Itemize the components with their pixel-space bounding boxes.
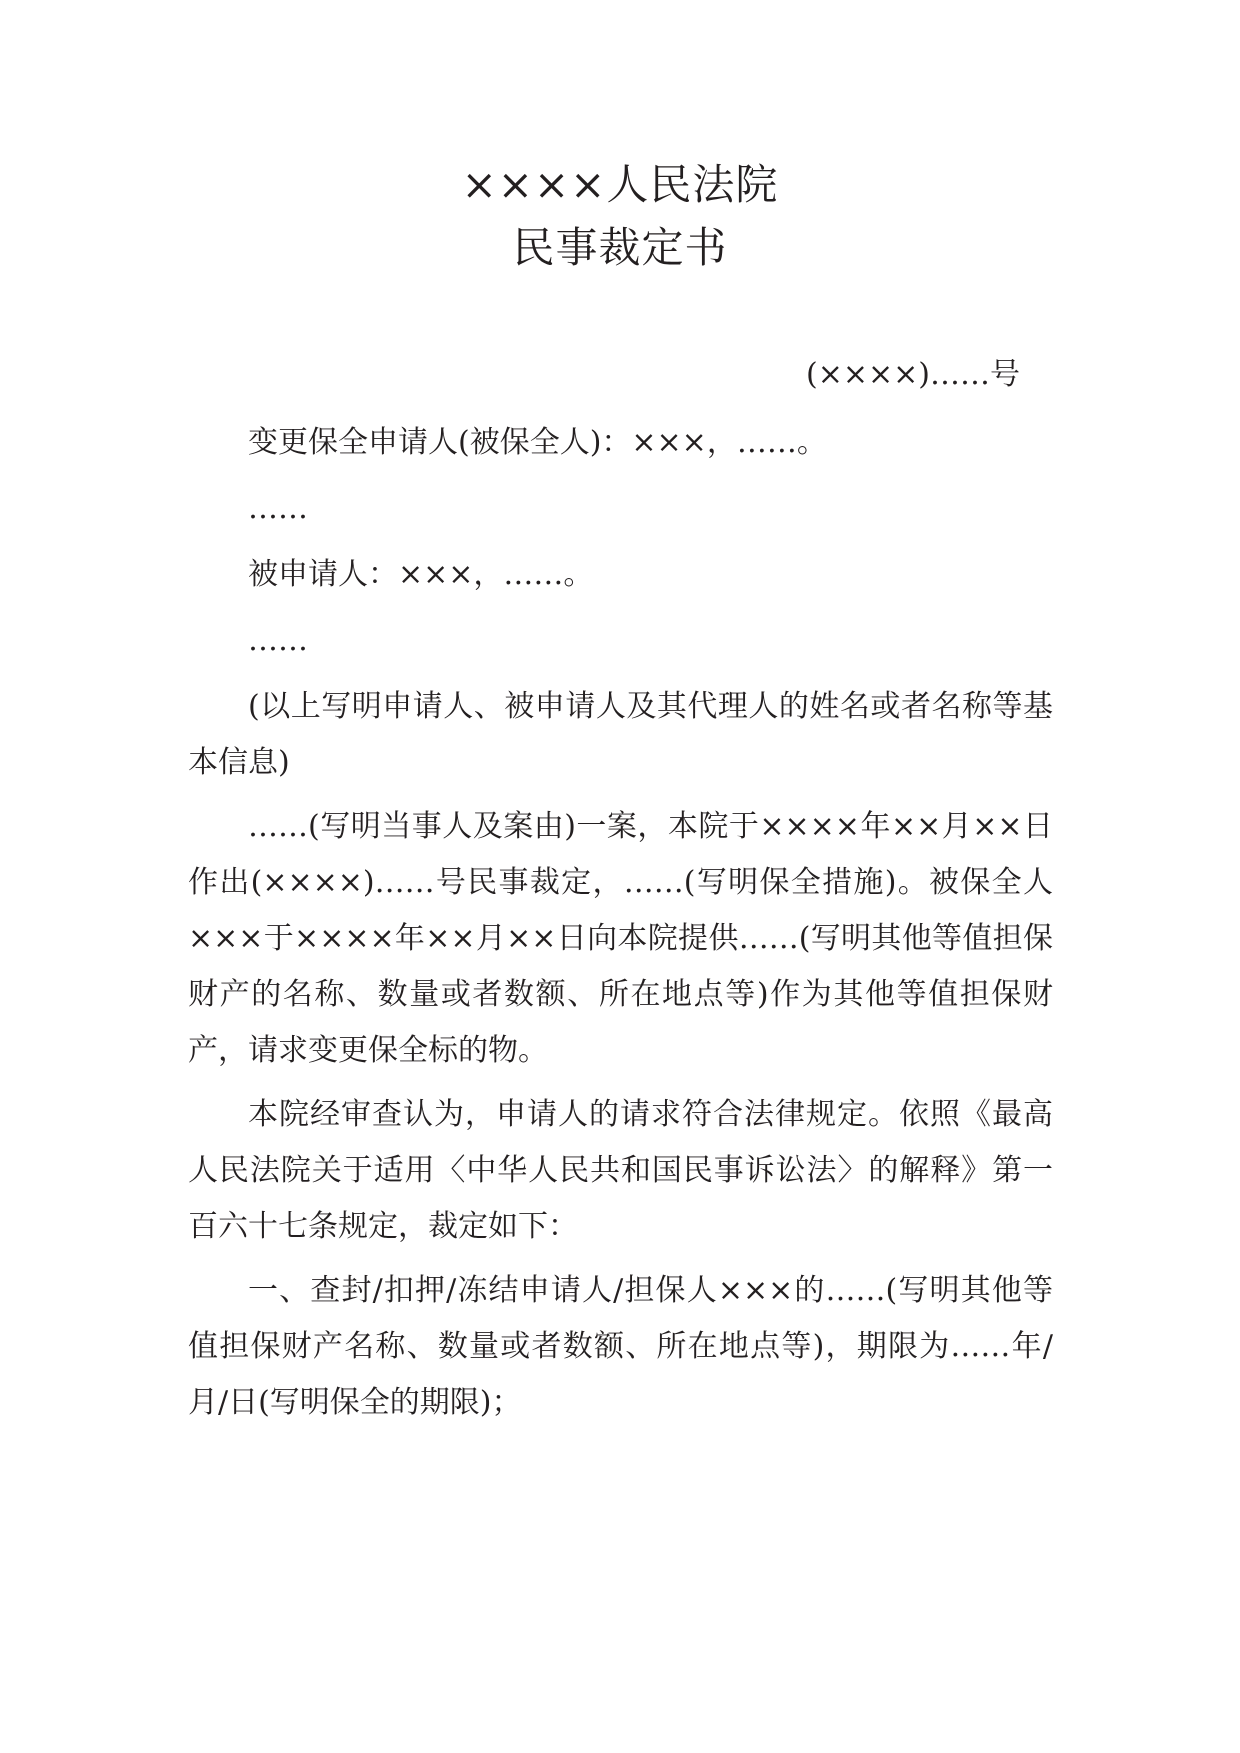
case-facts-paragraph: ……(写明当事人及案由)一案，本院于××××年××月××日作出(××××)……号民事裁定，……(写明保全措施)。被保全人×××于××××年××月××日向本院提供……(写明其他等值担保财产的名称、数量或者数额、所在地点等)作为其他等值担保财产，请求变更保全标的物。 [188, 809, 1053, 1068]
applicant-line: 变更保全申请人(被保全人)：×××，……。 [248, 425, 827, 460]
parties-note-paragraph: (以上写明申请人、被申请人及其代理人的姓名或者名称等基本信息) [188, 689, 1053, 780]
document-title: 民事裁定书 [512, 223, 728, 272]
respondent-ellipsis: …… [248, 623, 308, 658]
applicant-ellipsis: …… [248, 491, 308, 526]
document-body [188, 415, 1053, 1439]
case-number: (××××)……号 [806, 357, 1020, 392]
review-paragraph: 本院经审查认为，申请人的请求符合法律规定。依照《最高人民法院关于适用〈中华人民共和国民事诉讼法〉的解释》第一百六十七条规定，裁定如下： [188, 1097, 1053, 1244]
respondent-line: 被申请人：×××，……。 [248, 557, 594, 592]
court-title: ××××人民法院 [461, 160, 779, 209]
ruling-item-1: 一、查封/扣押/冻结申请人/担保人×××的……(写明其他等值担保财产名称、数量或者数额、所在地点等)，期限为……年/月/日(写明保全的期限)； [188, 1273, 1053, 1420]
